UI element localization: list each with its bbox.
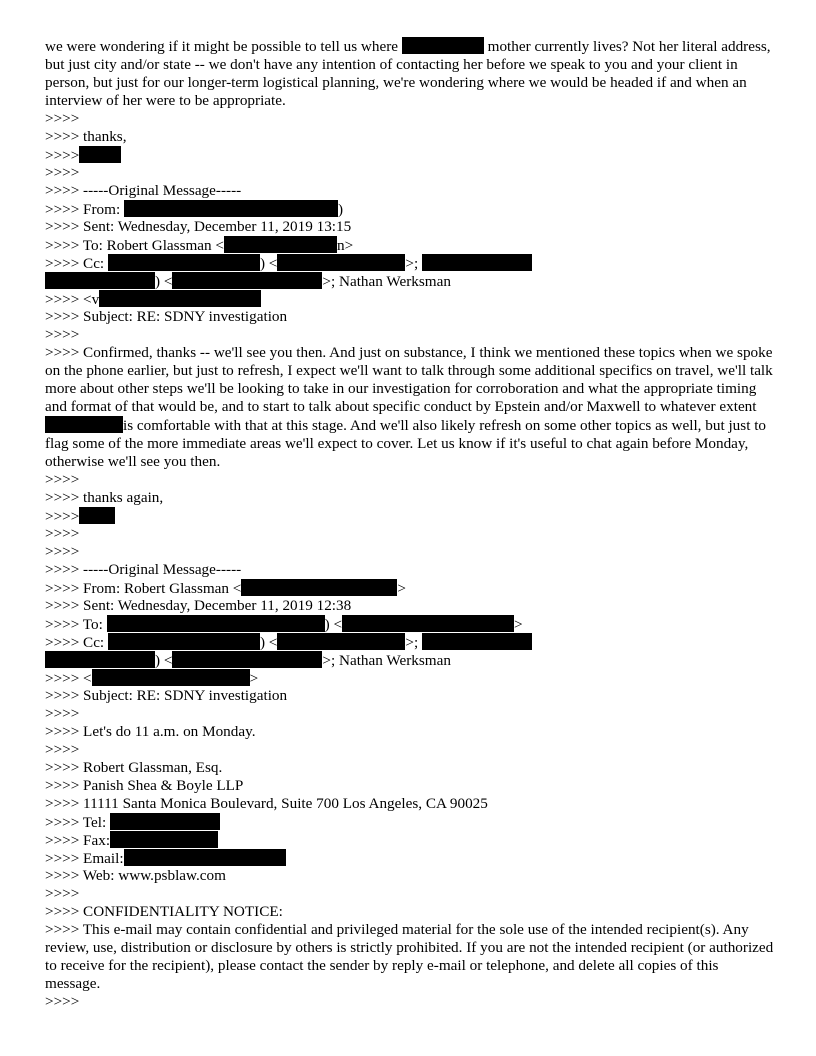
sent-line: >>>> Sent: Wednesday, December 11, 2019 13:15 [45,218,352,235]
cc-line-continued [45,272,775,290]
cc-separator: >; [405,634,422,651]
redaction-block [172,651,322,668]
signature-name: >>>> Robert Glassman, Esq. [45,759,223,776]
to-suffix: > [514,616,523,633]
cc-name: >; Nathan Werksman [322,273,451,290]
intro-paragraph [45,37,775,110]
redaction-block [422,254,532,271]
redaction-block [224,236,337,253]
cc-line-continued [45,290,775,308]
redaction-block [110,831,218,848]
signature-fax [45,831,775,849]
quote-marker: >>>> [45,741,80,758]
to-label: >>>> To: Robert Glassman < [45,237,225,254]
fax-label: >>>> Fax: [45,832,111,849]
cc-prefix: >>>> <v [45,291,100,308]
quote-marker: >>>> [45,164,80,181]
intro-text-2: mother currently lives? Not her literal address, but just city and/or state -- we don't have any intention of contacting her before we speak to you and your client in person, but just for our longer-term logistical planning, we're wondering where we would be headed if and when an interview of her were to be appropriate. [45,38,771,109]
email-document [45,37,775,1011]
cc-separator: ) < [259,634,278,651]
subject-line: >>>> Subject: RE: SDNY investigation [45,308,288,325]
to-label: >>>> To: [45,616,107,633]
signature-address: >>>> 11111 Santa Monica Boulevard, Suite 700 Los Angeles, CA 90025 [45,795,488,812]
redaction-block [241,579,397,596]
redaction-block [124,849,286,866]
confidentiality-heading: >>>> CONFIDENTIALITY NOTICE: [45,903,283,920]
cc-separator: ) < [155,273,173,290]
closing-thanks: >>>> thanks, [45,128,127,145]
redaction-block [277,633,405,650]
original-message-separator: >>>> -----Original Message----- [45,182,242,199]
original-message-separator: >>>> -----Original Message----- [45,561,242,578]
confidentiality-body: >>>> This e-mail may contain confidential and privileged material for the sole use of the intended recipient(s). Any review, use, distribution or disclosure by others is strictly prohibited. If you are not the intended recipient (or authorized to receive for the recipient), please contact the sender by reply e-mail or telephone, and delete all copies of this message. [45,921,774,992]
signature-tel [45,813,775,831]
redaction-block [92,669,250,686]
to-line [45,236,775,254]
to-separator: ) < [324,616,343,633]
cc-line-continued [45,651,775,669]
to-suffix: n> [337,237,354,254]
redaction-block [107,615,325,632]
cc-name: >; Nathan Werksman [322,652,451,669]
quote-marker: >>>> [45,525,80,542]
cc-line [45,254,775,272]
cc-label: >>>> Cc: [45,255,108,272]
message-body: >>>> Let's do 11 a.m. on Monday. [45,723,256,740]
redaction-block [277,254,405,271]
quote-marker: >>>> [45,508,80,525]
redaction-block [422,633,532,650]
cc-separator: >; [405,255,422,272]
redaction-block [79,507,115,524]
quote-marker: >>>> [45,993,80,1010]
quote-marker: >>>> [45,147,80,164]
redaction-block [110,813,220,830]
from-line [45,579,775,597]
redaction-block [45,651,155,668]
signature-line [45,507,775,525]
closing-thanks-again: >>>> thanks again, [45,489,164,506]
redaction-block [402,37,484,54]
quote-marker: >>>> [45,471,80,488]
signature-firm: >>>> Panish Shea & Boyle LLP [45,777,244,794]
redaction-block [45,272,155,289]
from-suffix: > [397,580,406,597]
from-label: >>>> From: Robert Glassman < [45,580,242,597]
redaction-block [124,200,338,217]
redaction-block [45,416,123,433]
cc-label: >>>> Cc: [45,634,108,651]
redaction-block [108,633,260,650]
email-label: >>>> Email: [45,850,124,867]
subject-line: >>>> Subject: RE: SDNY investigation [45,687,288,704]
cc-suffix: > [249,670,259,687]
redaction-block [79,146,121,163]
from-label: >>>> From: [45,201,124,218]
quote-marker: >>>> [45,885,80,902]
signature-email [45,849,775,867]
from-suffix: ) [338,201,344,218]
tel-label: >>>> Tel: [45,814,110,831]
cc-separator: ) < [155,652,173,669]
to-line [45,615,775,633]
redaction-block [172,272,322,289]
redaction-block [108,254,260,271]
cc-prefix: >>>> < [45,670,92,687]
cc-line-continued [45,669,775,687]
sent-line: >>>> Sent: Wednesday, December 11, 2019 12:38 [45,597,352,614]
quote-marker: >>>> [45,110,80,127]
body-text-1: >>>> Confirmed, thanks -- we'll see you then. And just on substance, I think we mentioned these topics when we spoke on the phone earlier, but just to refresh, I expect we'll want to talk through some additional specifics on travel, we'll talk more about other steps we'll be looking to take in our investigation for corroboration and what the appropriate timing and format of that would be, and to start to talk about specific conduct by Epstein and/or Maxwell to whatever extent [45,344,773,415]
cc-separator: ) < [259,255,278,272]
body-text-2: is comfortable with that at this stage. And we'll also likely refresh on some other topics as well, but just to flag some of the more immediate areas we'll expect to cover. Let us know if it's useful to chat again before Monday, otherwise we'll see you then. [45,417,767,470]
quote-marker: >>>> [45,705,80,722]
message-body [45,344,775,471]
signature-line [45,146,775,164]
cc-line [45,633,775,651]
signature-web: >>>> Web: www.psblaw.com [45,867,226,884]
quote-marker: >>>> [45,543,80,560]
redaction-block [99,290,261,307]
redaction-block [342,615,514,632]
quote-marker: >>>> [45,326,80,343]
from-line [45,200,775,218]
intro-text-1: we were wondering if it might be possible to tell us where [45,38,402,55]
